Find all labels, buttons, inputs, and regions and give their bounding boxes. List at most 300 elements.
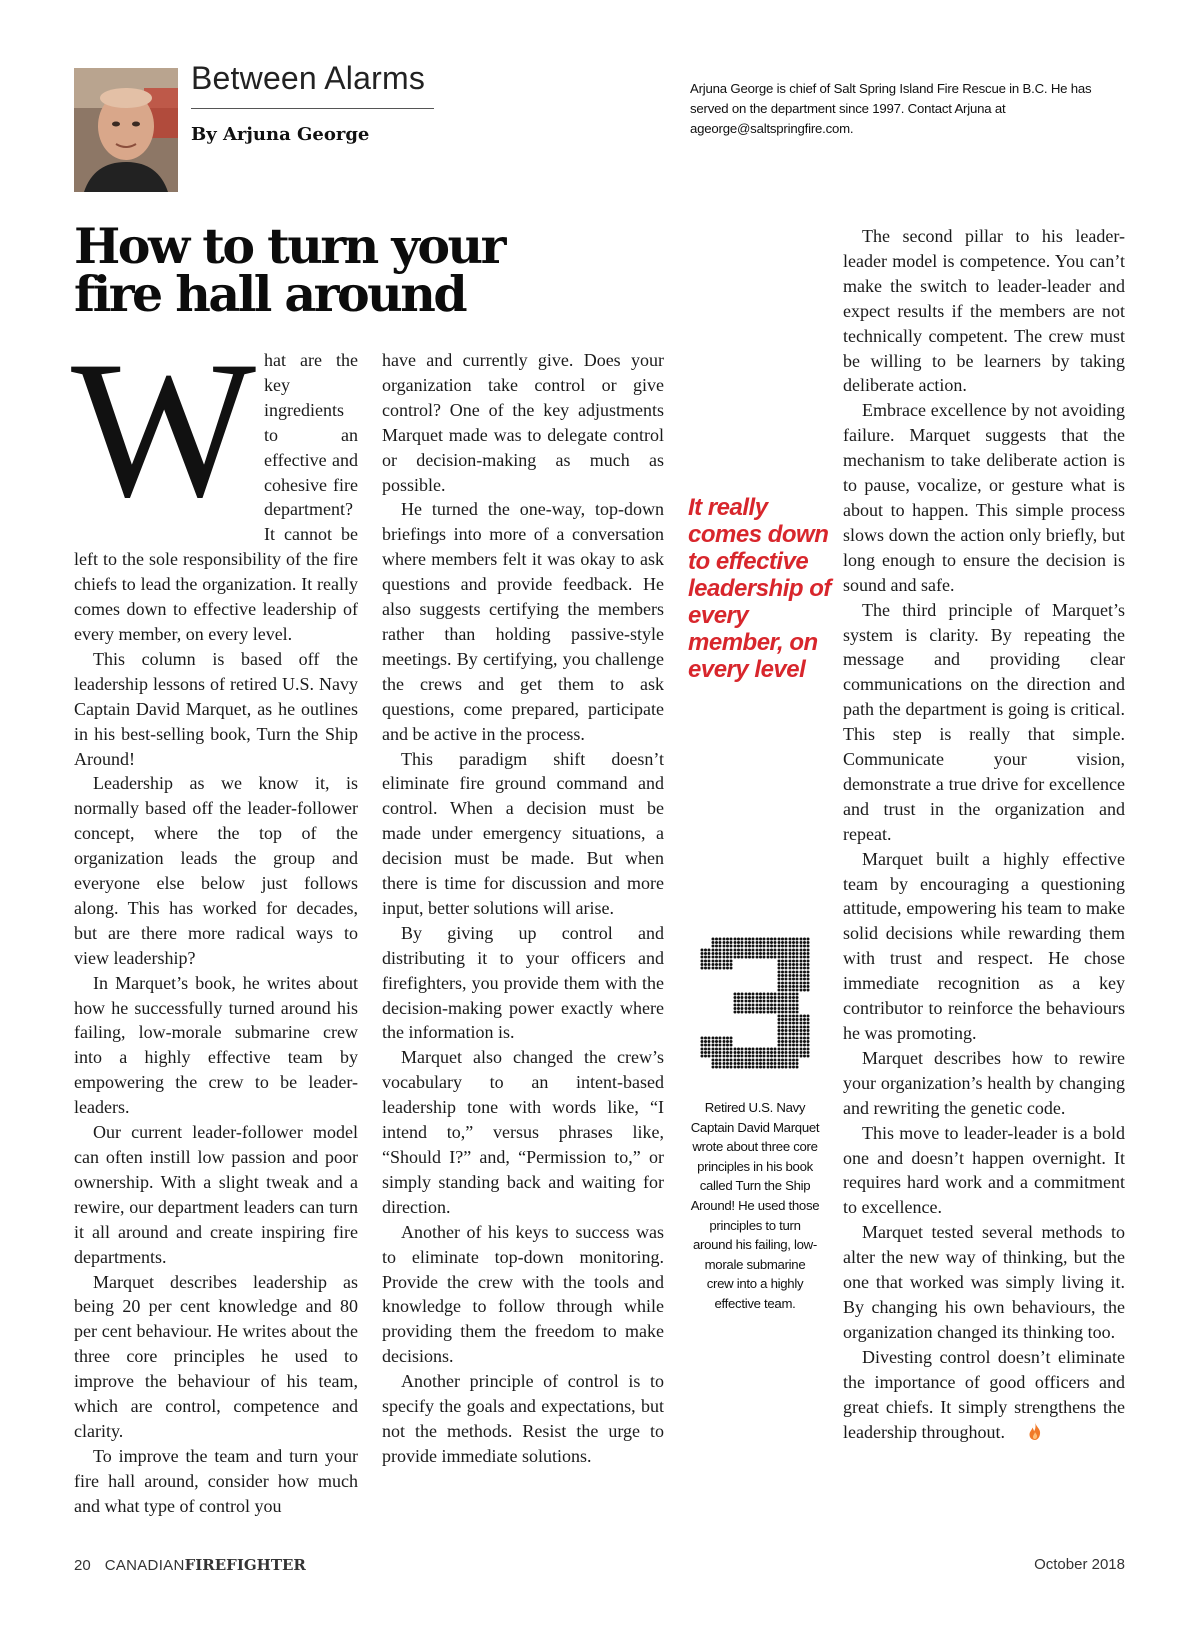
halftone-dot (741, 1066, 744, 1069)
halftone-dot (708, 1037, 711, 1040)
halftone-dot (792, 996, 795, 999)
halftone-dot (789, 1044, 792, 1047)
halftone-dot (723, 1062, 726, 1065)
halftone-dot (759, 956, 762, 959)
halftone-dot (796, 971, 799, 974)
halftone-dot (704, 1055, 707, 1058)
halftone-dot (785, 1037, 788, 1040)
halftone-dot (781, 1022, 784, 1025)
halftone-dot (745, 1048, 748, 1051)
halftone-dot (789, 985, 792, 988)
halftone-dot (803, 1022, 806, 1025)
halftone-dot (726, 960, 729, 963)
halftone-dot (785, 982, 788, 985)
halftone-dot (763, 941, 766, 944)
halftone-dot (796, 996, 799, 999)
halftone-dot (759, 949, 762, 952)
halftone-dot (759, 1055, 762, 1058)
halftone-dot (774, 1011, 777, 1014)
halftone-dot (708, 1044, 711, 1047)
halftone-dot (785, 1062, 788, 1065)
halftone-dot (807, 1040, 810, 1043)
halftone-dot (723, 1040, 726, 1043)
halftone-dot (792, 993, 795, 996)
halftone-dot (796, 993, 799, 996)
halftone-dot (748, 993, 751, 996)
halftone-dot (807, 982, 810, 985)
halftone-dot (770, 952, 773, 955)
halftone-dot (701, 1051, 704, 1054)
halftone-dot (781, 1037, 784, 1040)
halftone-dot (719, 1051, 722, 1054)
halftone-dot (785, 1007, 788, 1010)
halftone-dot (807, 949, 810, 952)
halftone-dot (767, 1051, 770, 1054)
halftone-dot (770, 1000, 773, 1003)
halftone-dot (745, 956, 748, 959)
halftone-dot (723, 945, 726, 948)
halftone-dot (701, 967, 704, 970)
halftone-dot (785, 949, 788, 952)
halftone-dot (785, 1018, 788, 1021)
halftone-dot (807, 960, 810, 963)
halftone-dot (792, 1000, 795, 1003)
halftone-dot (803, 956, 806, 959)
halftone-dot (785, 985, 788, 988)
halftone-dot (723, 1048, 726, 1051)
halftone-dot (723, 941, 726, 944)
halftone-dot (792, 960, 795, 963)
halftone-dot (715, 949, 718, 952)
halftone-dot (734, 941, 737, 944)
halftone-dot (781, 952, 784, 955)
halftone-dot (745, 1000, 748, 1003)
halftone-dot (737, 1011, 740, 1014)
halftone-dot (770, 1051, 773, 1054)
halftone-dot (726, 1048, 729, 1051)
halftone-dot (734, 1048, 737, 1051)
halftone-dot (789, 949, 792, 952)
halftone-dot (789, 1004, 792, 1007)
halftone-dot (752, 949, 755, 952)
halftone-dot (763, 938, 766, 941)
halftone-dot (781, 989, 784, 992)
halftone-dot (741, 1007, 744, 1010)
halftone-dot (789, 971, 792, 974)
halftone-dot (807, 1037, 810, 1040)
halftone-dot (719, 945, 722, 948)
halftone-dot (701, 1044, 704, 1047)
halftone-dot (785, 945, 788, 948)
publication-name-part2: FIREFIGHTER (184, 1556, 306, 1574)
halftone-dot (763, 1062, 766, 1065)
halftone-dot (737, 1062, 740, 1065)
paragraph: The third principle of Marquet’s system is clarity. By repeating the message and providing clear communications on the direction and path the department is going is critical. This step is really that simple. Communicate your vision, demonstrate a true drive for excellence and trust in the organization and repeat. (843, 599, 1125, 844)
halftone-dot (723, 949, 726, 952)
halftone-dot (748, 1066, 751, 1069)
halftone-dot (800, 971, 803, 974)
halftone-dot (741, 1059, 744, 1062)
halftone-dot (781, 1055, 784, 1058)
halftone-dot (792, 938, 795, 941)
halftone-dot (737, 1048, 740, 1051)
halftone-dot (737, 1059, 740, 1062)
halftone-dot (800, 952, 803, 955)
halftone-dot (781, 1051, 784, 1054)
halftone-dot (767, 941, 770, 944)
halftone-dot (734, 1051, 737, 1054)
halftone-dot (807, 941, 810, 944)
halftone-dot (715, 1040, 718, 1043)
halftone-dot (778, 982, 781, 985)
halftone-dot (756, 993, 759, 996)
halftone-dot (708, 967, 711, 970)
halftone-dot (770, 949, 773, 952)
halftone-dot (752, 1059, 755, 1062)
halftone-dot (792, 1007, 795, 1010)
halftone-dot (770, 1055, 773, 1058)
halftone-dot (807, 967, 810, 970)
halftone-dot (734, 945, 737, 948)
halftone-dot (796, 1033, 799, 1036)
halftone-dot (770, 956, 773, 959)
halftone-dot (774, 949, 777, 952)
halftone-dot (752, 956, 755, 959)
halftone-dot (781, 996, 784, 999)
halftone-dot (759, 952, 762, 955)
halftone-dot (789, 996, 792, 999)
halftone-dot (719, 963, 722, 966)
halftone-dot (748, 938, 751, 941)
halftone-dot (770, 938, 773, 941)
halftone-dot (796, 978, 799, 981)
halftone-dot (756, 1051, 759, 1054)
halftone-dot (763, 1004, 766, 1007)
halftone-dot (803, 949, 806, 952)
halftone-dot (792, 1062, 795, 1065)
halftone-dot (796, 1037, 799, 1040)
halftone-dot (737, 938, 740, 941)
halftone-dot (767, 952, 770, 955)
halftone-dot (792, 1051, 795, 1054)
halftone-dot (719, 1048, 722, 1051)
halftone-dot (767, 1066, 770, 1069)
halftone-dot (767, 949, 770, 952)
halftone-dot (741, 952, 744, 955)
halftone-dot (781, 978, 784, 981)
halftone-dot (701, 1040, 704, 1043)
halftone-dot (796, 1044, 799, 1047)
halftone-dot (741, 1051, 744, 1054)
halftone-dot (789, 963, 792, 966)
halftone-dot (730, 1066, 733, 1069)
halftone-dot (807, 1029, 810, 1032)
halftone-dot (752, 1011, 755, 1014)
halftone-dot (778, 1015, 781, 1018)
halftone-dot (770, 1007, 773, 1010)
halftone-dot (741, 1000, 744, 1003)
halftone-dot (752, 938, 755, 941)
halftone-dot (785, 974, 788, 977)
halftone-dot (723, 1059, 726, 1062)
halftone-dot (730, 949, 733, 952)
halftone-dot (781, 993, 784, 996)
halftone-dot (759, 1048, 762, 1051)
paragraph: He turned the one-way, top-down briefings into more of a conversation where members felt it was okay to ask questions and provide feedback. He also suggests certifying the members rather than holding passive-style meetings. By certifying, you challenge the crews and get them to ask questions, come prepared, participate and be active in the process. (382, 499, 664, 744)
halftone-dot (715, 1066, 718, 1069)
halftone-dot (792, 1044, 795, 1047)
halftone-dot (726, 963, 729, 966)
halftone-dot (704, 952, 707, 955)
halftone-dot (785, 971, 788, 974)
halftone-dot (737, 956, 740, 959)
halftone-dot (781, 967, 784, 970)
halftone-dot (800, 949, 803, 952)
halftone-dot (778, 985, 781, 988)
halftone-dot (796, 963, 799, 966)
halftone-dot (789, 960, 792, 963)
headline (74, 217, 524, 323)
halftone-dot (752, 941, 755, 944)
halftone-dot (712, 938, 715, 941)
halftone-dot (752, 952, 755, 955)
halftone-dot (723, 967, 726, 970)
halftone-dot (800, 978, 803, 981)
halftone-dot (778, 1026, 781, 1029)
halftone-dot (800, 1022, 803, 1025)
halftone-dot (767, 938, 770, 941)
halftone-dot (785, 1026, 788, 1029)
halftone-dot (752, 1051, 755, 1054)
halftone-dot (785, 996, 788, 999)
halftone-dot (763, 956, 766, 959)
halftone-dot (792, 1022, 795, 1025)
halftone-dot (778, 1033, 781, 1036)
halftone-dot (708, 956, 711, 959)
halftone-dot (719, 960, 722, 963)
halftone-dot (701, 952, 704, 955)
halftone-dot (712, 960, 715, 963)
halftone-dot (792, 1059, 795, 1062)
halftone-dot (781, 1029, 784, 1032)
halftone-dot (781, 956, 784, 959)
halftone-dot (796, 949, 799, 952)
halftone-dot (712, 1044, 715, 1047)
halftone-dot (778, 1007, 781, 1010)
halftone-dot (781, 1059, 784, 1062)
halftone-dot (796, 1011, 799, 1014)
halftone-dot (704, 1048, 707, 1051)
halftone-dot (789, 1011, 792, 1014)
halftone-dot (792, 1029, 795, 1032)
halftone-dot (785, 963, 788, 966)
halftone-dot (781, 1007, 784, 1010)
halftone-dot (723, 1044, 726, 1047)
halftone-dot (770, 1062, 773, 1065)
halftone-dot (774, 1062, 777, 1065)
halftone-dot (712, 963, 715, 966)
halftone-dot (778, 1018, 781, 1021)
halftone-dot (719, 1055, 722, 1058)
halftone-dot (730, 956, 733, 959)
halftone-dot (726, 1055, 729, 1058)
halftone-dot (789, 1059, 792, 1062)
halftone-dot (708, 949, 711, 952)
halftone-dot (796, 1000, 799, 1003)
halftone-dot (785, 1022, 788, 1025)
halftone-dot (803, 938, 806, 941)
halftone-dot (708, 960, 711, 963)
halftone-dot (701, 956, 704, 959)
halftone-dot (730, 967, 733, 970)
halftone-dot (723, 960, 726, 963)
halftone-dot (800, 945, 803, 948)
halftone-dot (726, 1066, 729, 1069)
halftone-dot (785, 1029, 788, 1032)
paragraph: In Marquet’s book, he writes about how he successfully turned around his failing, low-morale submarine crew into a highly effective team by empowering the crew to be leader-leaders. (74, 972, 358, 1118)
halftone-dot (734, 1059, 737, 1062)
halftone-dot (759, 1011, 762, 1014)
halftone-dot (730, 952, 733, 955)
halftone-dot (745, 941, 748, 944)
halftone-dot (800, 1029, 803, 1032)
halftone-dot (712, 1066, 715, 1069)
halftone-dot (785, 1044, 788, 1047)
halftone-dot (774, 1055, 777, 1058)
halftone-dot (774, 945, 777, 948)
halftone-dot (789, 989, 792, 992)
halftone-dot (719, 952, 722, 955)
halftone-dot (748, 945, 751, 948)
halftone-dot (704, 960, 707, 963)
halftone-dot (778, 1040, 781, 1043)
halftone-dot (745, 1055, 748, 1058)
halftone-dot (774, 952, 777, 955)
halftone-dot (752, 1048, 755, 1051)
halftone-dot (803, 985, 806, 988)
sidebar-caption: Retired U.S. Navy Captain David Marquet wrote about three core principles in his book called Turn the Ship Around! He used those principles to turn around his failing, low-morale submarine crew into a highly effective team. (690, 1100, 820, 1311)
halftone-dot (789, 978, 792, 981)
halftone-dot (734, 993, 737, 996)
halftone-dot (785, 1033, 788, 1036)
halftone-dot (800, 989, 803, 992)
halftone-dot (759, 1051, 762, 1054)
halftone-dot (796, 941, 799, 944)
halftone-dot (748, 1000, 751, 1003)
halftone-dot (730, 1048, 733, 1051)
halftone-dot (756, 1011, 759, 1014)
halftone-dot (796, 1022, 799, 1025)
halftone-dot (781, 1000, 784, 1003)
halftone-dot (712, 1059, 715, 1062)
halftone-dot (734, 1062, 737, 1065)
halftone-dot (726, 956, 729, 959)
halftone-dot (800, 982, 803, 985)
halftone-dot (734, 1007, 737, 1010)
halftone-dot (748, 1004, 751, 1007)
halftone-dot (778, 963, 781, 966)
halftone-dot (781, 963, 784, 966)
halftone-dot (792, 1018, 795, 1021)
halftone-dot (792, 1026, 795, 1029)
halftone-dot (741, 996, 744, 999)
halftone-dot (796, 1029, 799, 1032)
halftone-dot (719, 1066, 722, 1069)
header-divider (191, 108, 434, 109)
halftone-dot (785, 960, 788, 963)
flame-icon (1009, 1422, 1023, 1440)
halftone-dot (792, 1040, 795, 1043)
halftone-dot (796, 1048, 799, 1051)
paragraph: To improve the team and turn your fire hall around, consider how much and what type of control you (74, 1445, 358, 1516)
paragraph: hat are the key ingredients to an effective and cohesive fire department? It cannot be left to the sole responsibility of the fire chiefs to lead the organization. It really comes down to effective leadership of every member, on every level. (74, 350, 358, 644)
halftone-dot (796, 1066, 799, 1069)
halftone-dot (763, 1059, 766, 1062)
halftone-dot (778, 971, 781, 974)
halftone-dot (778, 945, 781, 948)
halftone-dot (756, 938, 759, 941)
halftone-dot (741, 949, 744, 952)
halftone-dot (719, 1062, 722, 1065)
halftone-dot (800, 1048, 803, 1051)
halftone-dot (800, 1051, 803, 1054)
halftone-dot (730, 938, 733, 941)
halftone-dot (759, 938, 762, 941)
halftone-dot (781, 1044, 784, 1047)
halftone-dot (730, 1051, 733, 1054)
halftone-dot (781, 1018, 784, 1021)
halftone-dot (807, 1048, 810, 1051)
halftone-dot (774, 1004, 777, 1007)
halftone-dot (763, 949, 766, 952)
halftone-dot (719, 1059, 722, 1062)
halftone-dot (778, 993, 781, 996)
halftone-dot (730, 1037, 733, 1040)
halftone-dot (767, 1048, 770, 1051)
halftone-dot (803, 952, 806, 955)
halftone-dot (796, 945, 799, 948)
halftone-dot (759, 1062, 762, 1065)
halftone-dot (781, 1011, 784, 1014)
halftone-dot (778, 1059, 781, 1062)
halftone-dot (737, 1007, 740, 1010)
halftone-dot (800, 1055, 803, 1058)
halftone-dot (785, 1051, 788, 1054)
halftone-dot (734, 956, 737, 959)
halftone-dot (748, 996, 751, 999)
halftone-dot (712, 956, 715, 959)
halftone-dot (803, 1048, 806, 1051)
halftone-dot (803, 971, 806, 974)
halftone-dot (763, 1000, 766, 1003)
halftone-dot (803, 1044, 806, 1047)
halftone-dot (756, 1059, 759, 1062)
halftone-dot (715, 1051, 718, 1054)
halftone-dot (792, 1011, 795, 1014)
halftone-dot (774, 941, 777, 944)
halftone-dot (752, 1066, 755, 1069)
paragraph: Our current leader-follower model can often instill low passion and poor ownership. With a slight tweak and a rewire, our department leaders can turn it all around and create inspiring fire departments. (74, 1122, 358, 1267)
halftone-dot (800, 1018, 803, 1021)
halftone-dot (778, 1011, 781, 1014)
halftone-dot (807, 956, 810, 959)
halftone-dot (741, 1048, 744, 1051)
halftone-dot (789, 967, 792, 970)
halftone-dot (715, 963, 718, 966)
author-bio: Arjuna George is chief of Salt Spring Island Fire Rescue in B.C. He has served on the department since 1997. Contact Arjuna at ageorge@saltspringfire.com. (690, 81, 1092, 136)
halftone-dot (803, 1018, 806, 1021)
paragraph: Marquet built a highly effective team by encouraging a questioning attitude, empowering his team to make solid decisions while rewarding them with trust and respect. He chose immediate recognition as a key contributor to reinforce the behaviours he was promoting. (843, 848, 1125, 1043)
